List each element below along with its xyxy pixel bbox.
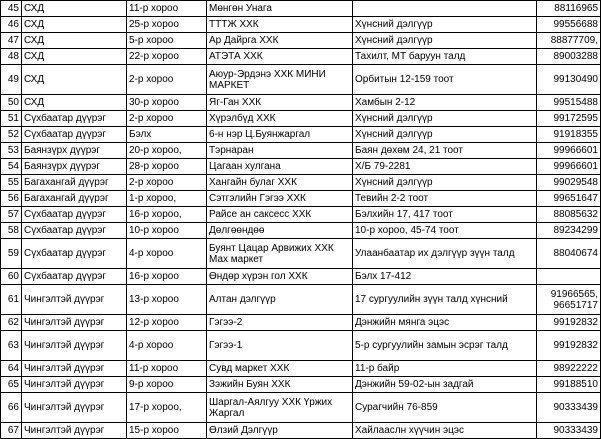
khoroo-cell[interactable]: 17-р хороо, (127, 393, 207, 423)
store-name-cell[interactable]: Буянт Цацар Арвижих ХХК Мах маркет (207, 239, 353, 269)
store-name-cell[interactable]: Алтан дэлгүүр (207, 285, 353, 315)
row-number-cell[interactable]: 61 (1, 285, 22, 315)
phone-cell[interactable]: 99556688 (537, 17, 601, 33)
row-number-cell[interactable]: 48 (1, 49, 22, 65)
address-cell[interactable]: 10-р хороо, 45-74 тоот (353, 223, 537, 239)
table-row (1, 95, 601, 111)
district-cell[interactable]: Чингэлтэй дүүрэг (22, 331, 127, 361)
table-row (1, 393, 601, 423)
khoroo-cell[interactable]: 2-р хороо (127, 111, 207, 127)
row-number-cell[interactable]: 53 (1, 143, 22, 159)
store-name-cell[interactable]: Яг-Ган ХХК (207, 95, 353, 111)
phone-cell[interactable]: 99172595 (537, 111, 601, 127)
row-number-cell[interactable]: 64 (1, 361, 22, 377)
phone-cell[interactable]: 99966601 (537, 159, 601, 175)
address-cell[interactable]: Х/Б 79-2281 (353, 159, 537, 175)
khoroo-cell[interactable]: 4-р хороо (127, 331, 207, 361)
khoroo-cell[interactable]: 9-р хороо (127, 377, 207, 393)
store-name-cell[interactable]: Ар Дайрга ХХК (207, 33, 353, 49)
row-number-cell[interactable]: 50 (1, 95, 22, 111)
district-cell[interactable]: Чингэлтэй дүүрэг (22, 423, 127, 439)
district-cell[interactable]: Баянзүрх дүүрэг (22, 143, 127, 159)
phone-cell[interactable]: 99651647 (537, 191, 601, 207)
phone-cell[interactable] (537, 269, 601, 285)
store-name-cell[interactable]: Цагаан хулгана (207, 159, 353, 175)
khoroo-cell[interactable]: 15-р хороо (127, 423, 207, 439)
store-name-cell[interactable]: Шаргал-Аялгуу ХХК Үржих Жаргал (207, 393, 353, 423)
khoroo-cell[interactable]: 2-р хороо (127, 175, 207, 191)
row-number-cell[interactable]: 56 (1, 191, 22, 207)
khoroo-cell[interactable]: 28-р хороо (127, 159, 207, 175)
table-row (1, 49, 601, 65)
store-name-cell[interactable]: Гэгээ-2 (207, 315, 353, 331)
khoroo-cell[interactable]: 1-р хороо, (127, 191, 207, 207)
address-cell[interactable]: 17 сургуулийн зүүн талд хүнсний (353, 285, 537, 315)
district-cell[interactable]: Чингэлтэй дүүрэг (22, 377, 127, 393)
khoroo-cell[interactable]: 16-р хороо (127, 269, 207, 285)
address-cell[interactable]: 11-р байр (353, 361, 537, 377)
table-row (1, 65, 601, 95)
address-cell[interactable]: Тахилт, МТ баруун талд (353, 49, 537, 65)
address-cell[interactable]: Сурагчийн 76-859 (353, 393, 537, 423)
row-number-cell[interactable]: 67 (1, 423, 22, 439)
table-row (1, 285, 601, 315)
phone-cell[interactable]: 99192832 (537, 315, 601, 331)
row-number-cell[interactable]: 59 (1, 239, 22, 269)
row-number-cell[interactable]: 63 (1, 331, 22, 361)
store-name-cell[interactable]: Хүрэлбүд ХХК (207, 111, 353, 127)
table-row (1, 143, 601, 159)
row-number-cell[interactable]: 52 (1, 127, 22, 143)
district-cell[interactable]: Чингэлтэй дүүрэг (22, 285, 127, 315)
row-number-cell[interactable]: 47 (1, 33, 22, 49)
table-row (1, 17, 601, 33)
phone-cell[interactable]: 99130490 (537, 65, 601, 95)
district-cell[interactable]: Чингэлтэй дүүрэг (22, 361, 127, 377)
table-row (1, 191, 601, 207)
address-cell[interactable]: Хайлааслн хүүчин эцэс (353, 423, 537, 439)
khoroo-cell[interactable]: 22-р хороо (127, 49, 207, 65)
table-row (1, 331, 601, 361)
district-cell[interactable]: Чингэлтэй дүүрэг (22, 315, 127, 331)
store-name-cell[interactable]: Зэжийн Буян ХХК (207, 377, 353, 393)
store-name-cell[interactable]: Хангайн булаг ХХК (207, 175, 353, 191)
address-cell[interactable]: Бэлхийн 17, 417 тоот (353, 207, 537, 223)
khoroo-cell[interactable]: 16-р хороо, (127, 207, 207, 223)
store-name-cell[interactable]: Дөлгөөндөө (207, 223, 353, 239)
address-cell[interactable]: Хүнсний дэлгүүр (353, 17, 537, 33)
table-row (1, 269, 601, 285)
phone-cell[interactable]: 88085632 (537, 207, 601, 223)
store-name-cell[interactable]: АТЭТА ХХК (207, 49, 353, 65)
khoroo-cell[interactable]: 10-р хороо (127, 223, 207, 239)
khoroo-cell[interactable]: 11-р хороо (127, 361, 207, 377)
row-number-cell[interactable]: 62 (1, 315, 22, 331)
district-cell[interactable]: СХД (22, 95, 127, 111)
store-name-cell[interactable]: Өндөр хүрэн гол ХХК (207, 269, 353, 285)
table-row (1, 239, 601, 269)
store-name-cell[interactable]: Өлзий Дэлгүүр (207, 423, 353, 439)
row-number-cell[interactable]: 55 (1, 175, 22, 191)
address-cell[interactable]: Хамбын 2-12 (353, 95, 537, 111)
khoroo-cell[interactable]: 5-р хороо (127, 33, 207, 49)
store-name-cell[interactable]: Гэгээ-1 (207, 331, 353, 361)
table-row (1, 175, 601, 191)
phone-cell[interactable]: 99966601 (537, 143, 601, 159)
table-row (1, 127, 601, 143)
table-row (1, 315, 601, 331)
district-cell[interactable]: Сүхбаатар дүүрэг (22, 269, 127, 285)
store-name-cell[interactable]: Аюур-Эрдэнэ ХХК МИНИ МАРКЕТ (207, 65, 353, 95)
address-cell[interactable]: Хүнсний дэлгүүр (353, 127, 537, 143)
table-row (1, 33, 601, 49)
khoroo-cell[interactable]: 13-р хороо (127, 285, 207, 315)
phone-cell[interactable]: 89003288 (537, 49, 601, 65)
phone-cell[interactable]: 99515488 (537, 95, 601, 111)
phone-cell[interactable]: 99188510 (537, 377, 601, 393)
store-name-cell[interactable]: Сувд маркет ХХК (207, 361, 353, 377)
district-cell[interactable]: СХД (22, 33, 127, 49)
store-name-cell[interactable]: Тэрнаран (207, 143, 353, 159)
phone-cell[interactable]: 99029548 (537, 175, 601, 191)
phone-cell[interactable]: 98922222 (537, 361, 601, 377)
khoroo-cell[interactable]: 20-р хороо, (127, 143, 207, 159)
khoroo-cell[interactable]: 2-р хороо (127, 65, 207, 95)
table-row (1, 207, 601, 223)
store-name-cell[interactable]: Сэтгэлийн Гэгээ ХХК (207, 191, 353, 207)
address-cell[interactable] (353, 1, 537, 17)
khoroo-cell[interactable]: 12-р хороо (127, 315, 207, 331)
phone-cell[interactable]: 91918355 (537, 127, 601, 143)
district-cell[interactable]: Сүхбаатар дүүрэг (22, 223, 127, 239)
row-number-cell[interactable]: 57 (1, 207, 22, 223)
row-number-cell[interactable]: 65 (1, 377, 22, 393)
row-number-cell[interactable]: 58 (1, 223, 22, 239)
phone-cell[interactable]: 90333439 (537, 393, 601, 423)
store-name-cell[interactable]: Мөнгөн Унага (207, 1, 353, 17)
row-number-cell[interactable]: 54 (1, 159, 22, 175)
district-cell[interactable]: СХД (22, 65, 127, 95)
khoroo-cell[interactable]: 25-р хороо (127, 17, 207, 33)
phone-cell[interactable]: 90333439 (537, 423, 601, 439)
phone-cell[interactable]: 88040674 (537, 239, 601, 269)
phone-cell[interactable]: 99192832 (537, 331, 601, 361)
district-cell[interactable]: Сүхбаатар дүүрэг (22, 111, 127, 127)
store-name-cell[interactable]: Райсе ан саксесс ХХК (207, 207, 353, 223)
row-number-cell[interactable]: 66 (1, 393, 22, 423)
row-number-cell[interactable]: 51 (1, 111, 22, 127)
district-cell[interactable]: СХД (22, 49, 127, 65)
address-cell[interactable]: Хүнсний дэлгүүр (353, 33, 537, 49)
address-cell[interactable]: 5-р сургуулийн замын эсрэг талд (353, 331, 537, 361)
table-row (1, 223, 601, 239)
row-number-cell[interactable]: 49 (1, 65, 22, 95)
district-cell[interactable]: Баянзүрх дүүрэг (22, 159, 127, 175)
phone-cell[interactable]: 88877709, (537, 33, 601, 49)
table-row (1, 361, 601, 377)
store-name-cell[interactable]: ТТТЖ ХХК (207, 17, 353, 33)
address-cell[interactable]: Орбитын 12-159 тоот (353, 65, 537, 95)
table-row (1, 377, 601, 393)
address-cell[interactable]: Баян дөхөм 24, 21 тоот (353, 143, 537, 159)
district-cell[interactable]: Багахангай дүүрэг (22, 191, 127, 207)
table-body (1, 1, 601, 439)
table-row (1, 423, 601, 439)
table-row (1, 1, 601, 17)
phone-cell[interactable]: 89234299 (537, 223, 601, 239)
address-cell[interactable]: Дэнжийн 59-02-ын задгай (353, 377, 537, 393)
phone-cell[interactable]: 91966565, 96651717 (537, 285, 601, 315)
address-cell[interactable]: Тевийн 2-2 тоот (353, 191, 537, 207)
district-cell[interactable]: Сүхбаатар дүүрэг (22, 239, 127, 269)
district-cell[interactable]: СХД (22, 17, 127, 33)
address-cell[interactable]: Бэлх 17-412 (353, 269, 537, 285)
row-number-cell[interactable]: 45 (1, 1, 22, 17)
district-cell[interactable]: Сүхбаатар дүүрэг (22, 127, 127, 143)
khoroo-cell[interactable]: 4-р хороо (127, 239, 207, 269)
district-cell[interactable]: Сүхбаатар дүүрэг (22, 207, 127, 223)
address-cell[interactable]: Хүнсний дэлгүүр (353, 111, 537, 127)
table-row (1, 159, 601, 175)
address-cell[interactable]: Дэнжийн мянга эцэс (353, 315, 537, 331)
address-cell[interactable]: Улаанбаатар их дэлгүүр зүүн талд (353, 239, 537, 269)
row-number-cell[interactable]: 60 (1, 269, 22, 285)
khoroo-cell[interactable]: 11-р хороо (127, 1, 207, 17)
khoroo-cell[interactable]: 30-р хороо (127, 95, 207, 111)
row-number-cell[interactable]: 46 (1, 17, 22, 33)
district-cell[interactable]: Багахангай дүүрэг (22, 175, 127, 191)
district-cell[interactable]: Чингэлтэй дүүрэг (22, 393, 127, 423)
store-name-cell[interactable]: 6-н нэр Ц.Буянжаргал (207, 127, 353, 143)
table-row (1, 111, 601, 127)
address-cell[interactable]: Хүнсний дэлгүүр (353, 175, 537, 191)
phone-cell[interactable]: 88116965 (537, 1, 601, 17)
khoroo-cell[interactable]: Бэлх (127, 127, 207, 143)
district-cell[interactable]: СХД (22, 1, 127, 17)
